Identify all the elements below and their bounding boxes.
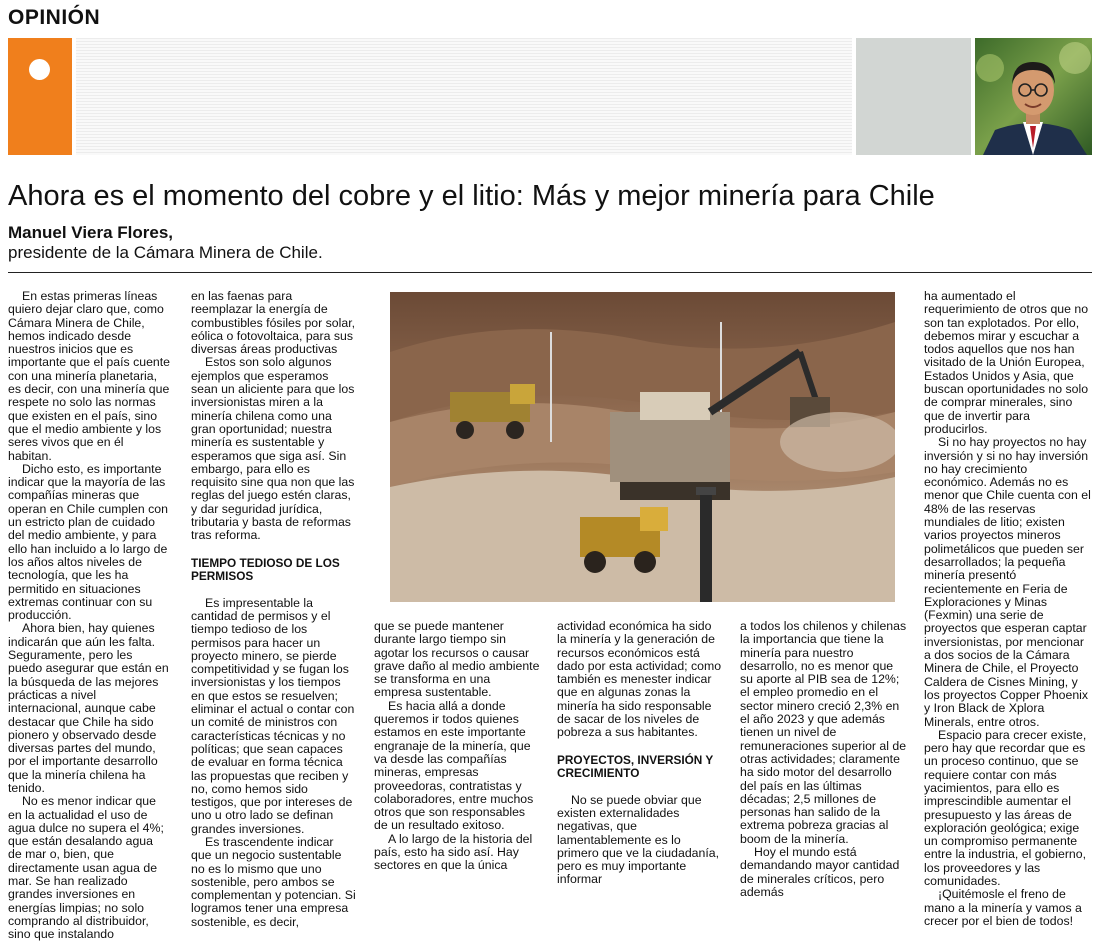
paragraph: Espacio para crecer existe, pero hay que recordar que es un proceso continuo, que se requiere contar con más yacimientos, para ello es imprescindible aumentar el presupuesto y las áreas de exploración geológica; exige un compromiso permanente entre la industria, el gobierno, los proveedores y las comunidades. [924,727,1087,889]
paragraph: ¡Quitémosle el freno de mano a la minería y vamos a crecer por el bien de todos! [924,887,1082,928]
author-role: presidente de la Cámara Minera de Chile. [8,243,323,262]
paragraph: En estas primeras líneas quiero dejar claro que, como Cámara Minera de Chile, hemos indicado desde nuestros inicios que es importante que el país cuente con una minería planetaria, es decir, con una minería que respete no solo las normas que existen en el país, sino que el medio ambiente y los seres vivos que en él habitan. [8,289,171,463]
subheading: PROYECTOS, INVERSIÓN Y CRECIMIENTO [557,752,714,780]
author-name: Manuel Viera Flores, [8,223,174,242]
paragraph: Es trascendente indicar que un negocio sustentable no es lo mismo que uno sostenible, pero ambos se complementan y potencian. Si logramos tener una empresa sostenible, es decir, [191,834,356,929]
paragraph: que se puede mantener durante largo tiempo sin agotar los recursos o causar grave daño al medio ambiente se transforma en una empresa sustentable. [374,619,540,700]
decorative-banner [76,38,852,155]
article-column-3 [374,620,540,873]
paragraph: A lo largo de la historia del país, esto ha sido así. Hay sectores en que la única [374,831,533,873]
paragraph: Es hacia allá a donde queremos ir todos quienes estamos en este importante engranaje de la minería, que va desde las compañías mineras, empresas proveedoras, contratistas y colaboradores, entre muchos otros que son responsables de un resultado exitoso. [374,698,534,833]
paragraph: ha aumentado el requerimiento de otros que no son tan explotados. Por ello, debemos mirar y escuchar a todos aquellos que nos han visitado de la Unión Europea, Estados Unidos y Asia, que buscan oportunidades no solo de comprar minerales, sino que de invertir para producirlos. [924,289,1089,436]
section-label: OPINIÓN [8,6,101,29]
circle-icon [29,59,50,80]
paragraph: Estos son solo algunos ejemplos que esperamos sean un aliciente para que los inversionistas miren a la minería chilena como una gran oportunidad; nuestra minería es sustentable y esperamos que siga así. Sin embargo, para ello es requisito sine qua non que las reglas del juego estén claras, y dar seguridad jurídica, tributaria y basta de reformas tras reforma. [191,355,355,543]
article-column-6 [924,290,1092,928]
article-column-1 [8,290,170,942]
paragraph: en las faenas para reemplazar la energía de combustibles fósiles por solar, eólica o fotovoltaica, para sus diversas áreas productivas [191,289,356,357]
mining-photo [390,292,895,602]
paragraph: No es menor indicar que en la actualidad el uso de agua dulce no supera el 4%; que están desalando agua de mar o, bien, que directamente usan agua de mar. Se han realizado grandes inversiones en energías limpias; no solo comprando al distribuidor, sino que instalando [8,794,164,942]
article-column-2 [191,290,357,929]
paragraph: Dicho esto, es importante indicar que la mayoría de las compañías mineras que operan en Chile cumplen con un estricto plan de cuidado del medio ambiente, y para ello han incluido a lo largo de los años altos niveles de tecnología, que les ha permitido en situaciones extremas continuar con su producción. [8,461,168,623]
section-marker [8,38,72,155]
divider [8,272,1092,273]
paragraph: Es impresentable la cantidad de permisos y el tiempo tedioso de los permisos para hacer un proyecto minero, se pierde competitividad y se fugan los inversionistas y los tiempos en que estos se resuelven; eliminar el actual o contar con un comité de ministros con características técnicas y no políticas; que sean capaces de evaluar en forma técnica las propuestas que reciben y no, como hemos sido testigos, que por intereses de uno u otro lado se definan grandes inversiones. [191,595,355,836]
paragraph: actividad económica ha sido la minería y la generación de recursos económicos está dado por esta actividad; como también es menester indicar que en algunas zonas la minería ha sido responsable de sacar de los niveles de pobreza a sus habitantes. [557,619,722,740]
paragraph: Ahora bien, hay quienes indicarán que aún les falta. Seguramente, pero les puedo asegurar que están en la búsqueda de las mejores prácticas a nivel internacional, aunque cabe destacar que Chile ha sido pionero y observado desde diversas partes del mundo, por el importante desarrollo que la minería chilena ha tenido. [8,621,169,795]
paragraph: No se puede obviar que existen externalidades negativas, que lamentablemente es lo primero que ve la ciudadanía, pero es muy importante informar [557,792,720,887]
author-photo [975,38,1092,155]
paragraph: a todos los chilenos y chilenas la importancia que tiene la minería para nuestro desarrollo, no es menor que su aporte al PIB sea de 12%; el empleo promedio en el sector minero creció 2,3% en el año 2023 y que además tienen un nivel de remuneraciones superior al de otras actividades; claramente ha sido motor del desarrollo del país en las últimas décadas; 2,5 millones de personas han salido de la extrema pobreza gracias al boom de la minería. [740,619,907,846]
subheading: TIEMPO TEDIOSO DE LOS PERMISOS [191,555,340,583]
paragraph: Hoy el mundo está demandando mayor cantidad de minerales críticos, pero además [740,845,900,899]
article-column-5 [740,620,908,899]
decorative-panel [856,38,971,155]
paragraph: Si no hay proyectos no hay inversión y si no hay inversión no hay crecimiento económico. Además no es menor que Chile cuenta con el 48% de las reservas mundiales de litio; existen varios proyectos mineros polimetálicos que pueden ser desarrollados; la pequeña minería presentó recientemente en Feria de Exploraciones y Minas (Fexmin) una serie de proyectos que esperan captar inversionistas, por mencionar a dos socios de la Cámara Minera de Chile, el Proyecto Caldera de Cisnes Mining, y los proyectos Copper Phoenix y Iron Black de Xplora Minerals, entre otros. [924,435,1091,729]
headline: Ahora es el momento del cobre y el litio: Más y mejor minería para Chile [8,180,935,212]
article-column-4 [557,620,723,887]
